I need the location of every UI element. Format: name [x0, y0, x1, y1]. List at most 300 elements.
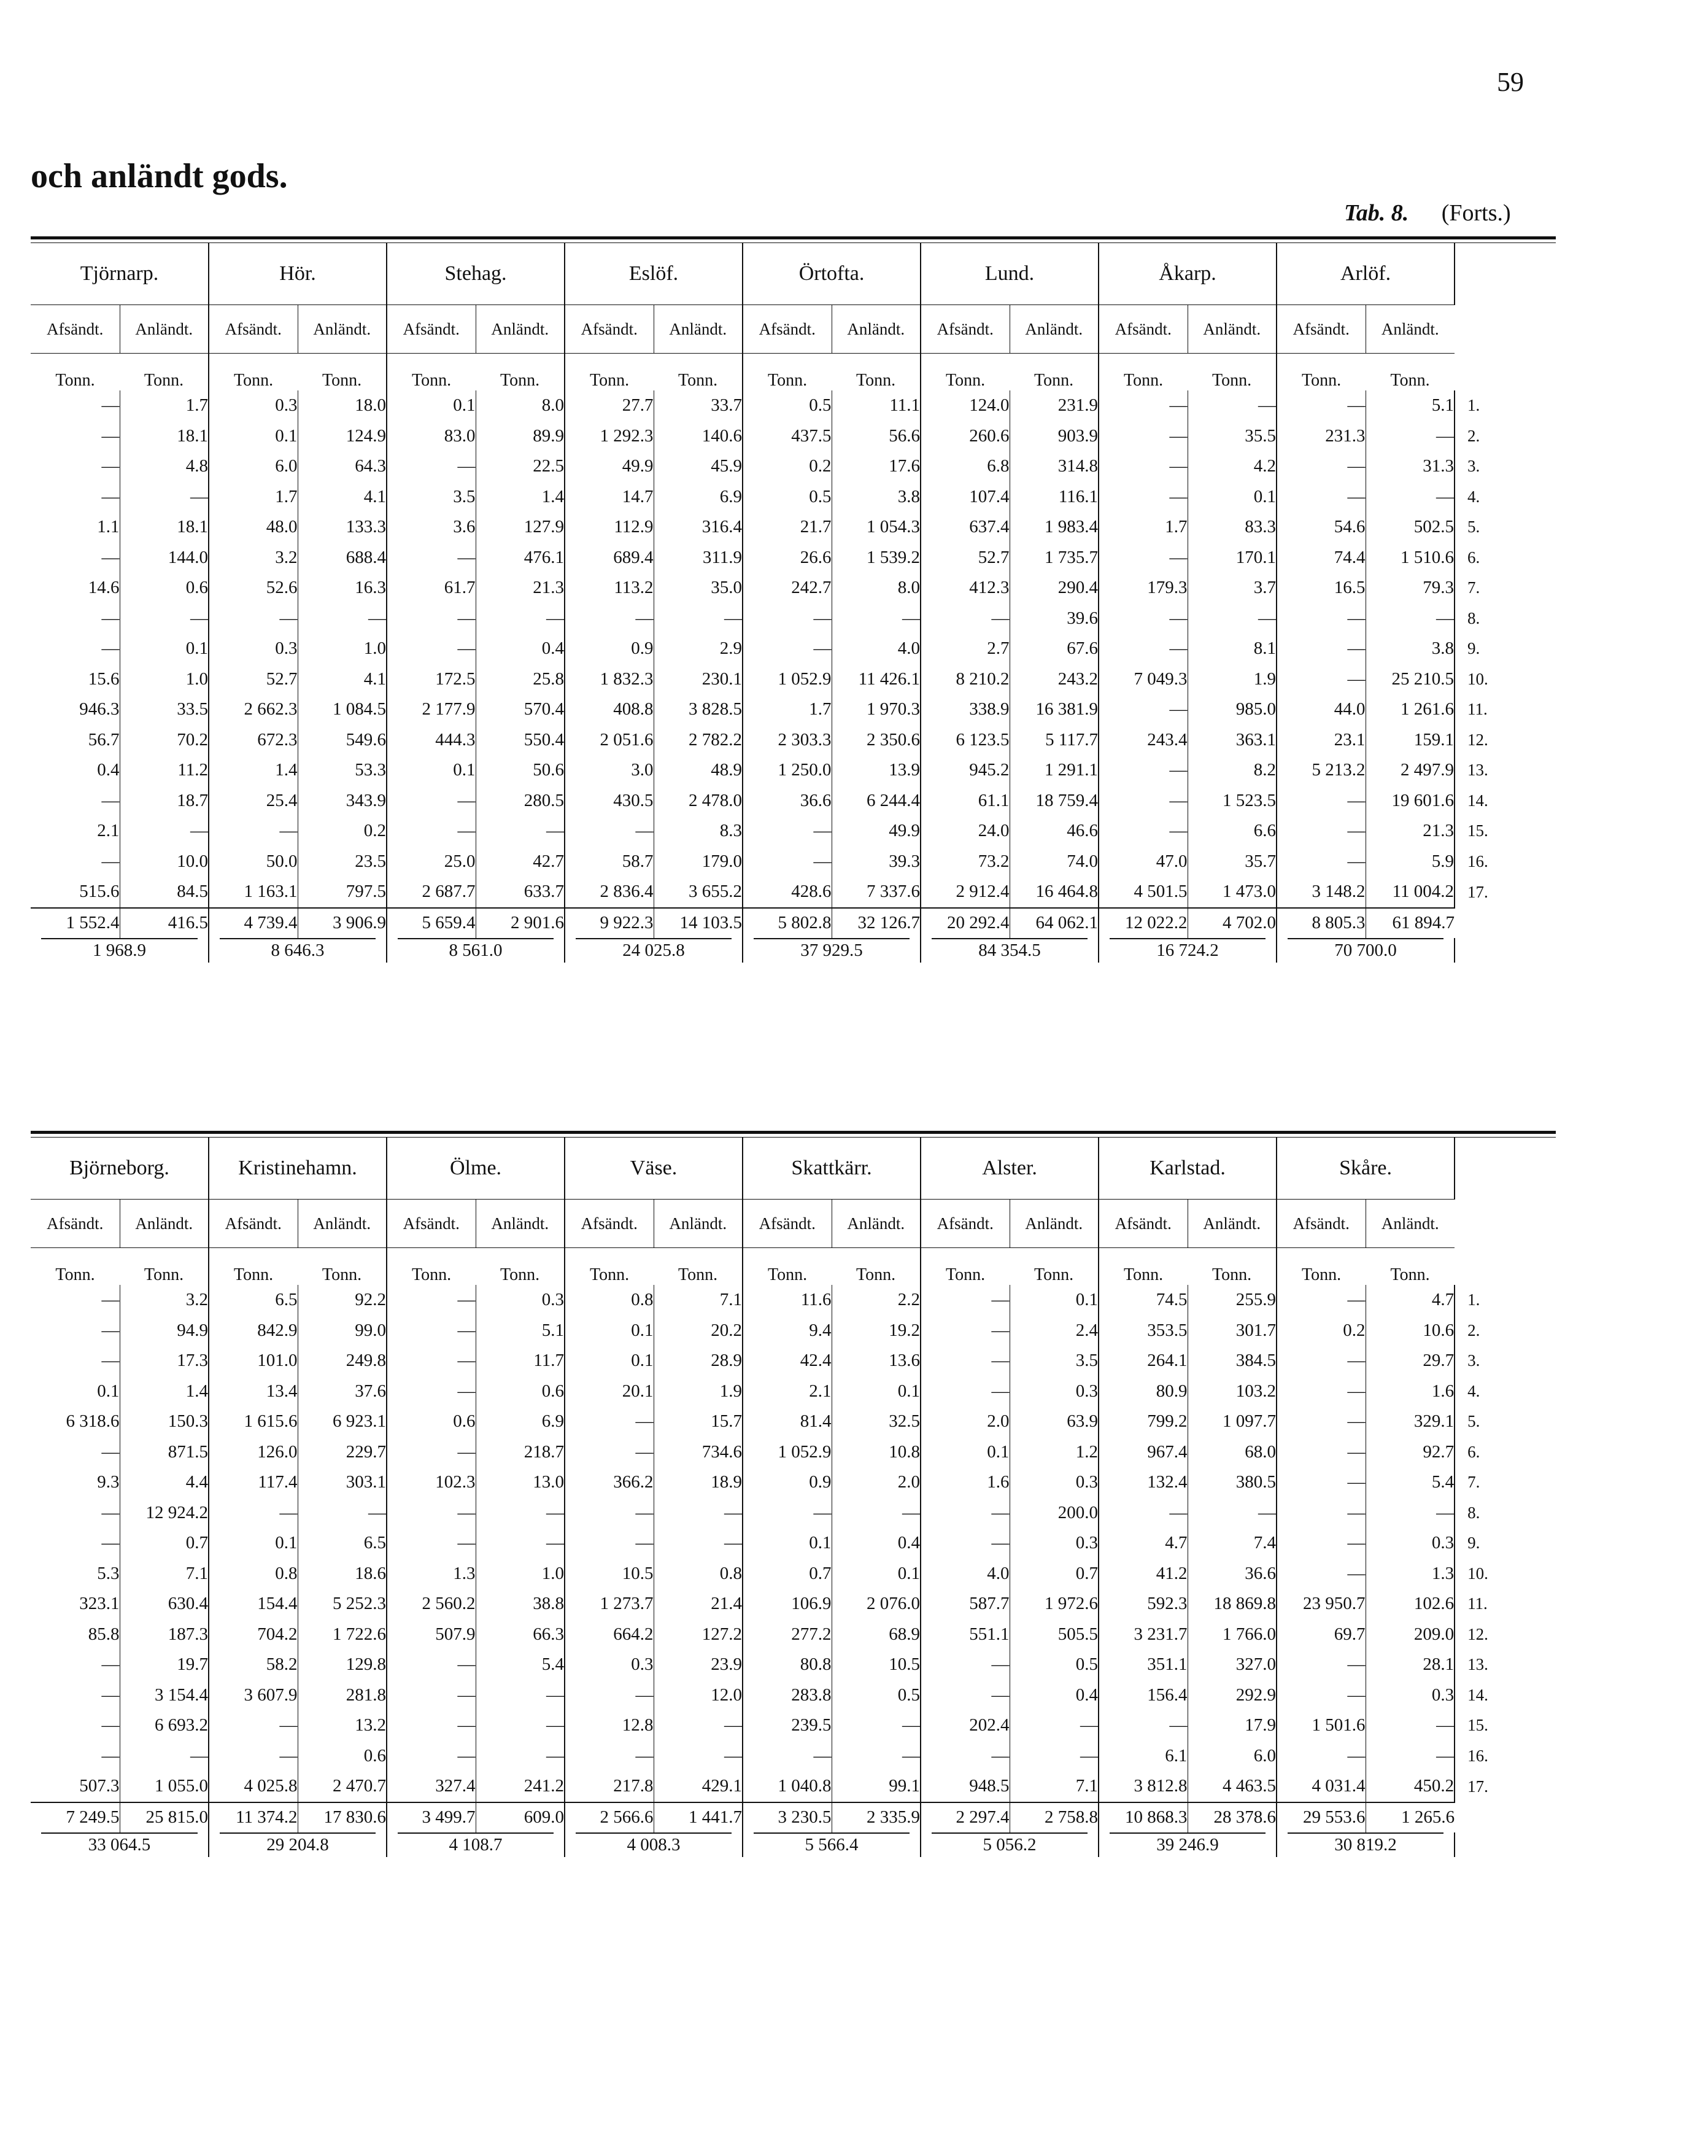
sent-value: 117.4 [209, 1467, 298, 1498]
arrived-value: 48.9 [654, 755, 743, 786]
unit-label: Tonn. [387, 354, 476, 391]
station-name: Alster. [921, 1138, 1099, 1200]
table-row [31, 421, 1556, 452]
sent-value: 25.0 [387, 847, 476, 877]
col-sent-label: Afsändt. [31, 305, 120, 354]
total-sent: 5 659.4 [387, 908, 476, 938]
row-number: 3. [1455, 1346, 1556, 1376]
arrived-value: — [476, 816, 565, 847]
arrived-value: 5 117.7 [1010, 725, 1099, 756]
sent-value: — [1099, 816, 1188, 847]
grand-total-cell [743, 1832, 921, 1857]
sent-value: 3.5 [387, 482, 476, 513]
arrived-value: 329.1 [1366, 1406, 1455, 1437]
col-sent-label: Afsändt. [209, 305, 298, 354]
arrived-value: 19.7 [120, 1650, 209, 1680]
sent-value: — [921, 1741, 1010, 1772]
sent-value: — [1277, 1437, 1366, 1468]
sent-value: 50.0 [209, 847, 298, 877]
total-sent: 5 802.8 [743, 908, 832, 938]
arrived-value: 49.9 [832, 816, 921, 847]
table-row [31, 1710, 1556, 1741]
row-number: 1. [1455, 390, 1556, 421]
sent-value: 0.3 [209, 390, 298, 421]
arrived-value: — [1188, 1498, 1277, 1529]
unit-label: Tonn. [1099, 1248, 1188, 1285]
arrived-value: 4.1 [298, 664, 387, 695]
arrived-value: 6.5 [298, 1528, 387, 1559]
sent-value: 260.6 [921, 421, 1010, 452]
sent-value: 113.2 [565, 573, 654, 603]
table-row [31, 1467, 1556, 1498]
arrived-value: 0.6 [298, 1741, 387, 1772]
unit-label: Tonn. [120, 354, 209, 391]
sent-value: 0.5 [743, 390, 832, 421]
total-arrived: 32 126.7 [832, 908, 921, 938]
arrived-value: 23.9 [654, 1650, 743, 1680]
sent-value: 1.3 [387, 1559, 476, 1589]
sent-value: 672.3 [209, 725, 298, 756]
arrived-value: 16 464.8 [1010, 877, 1099, 908]
grand-total-cell [743, 938, 921, 963]
row-number: 15. [1455, 816, 1556, 847]
sent-value: — [101, 1654, 120, 1675]
arrived-value: 2.4 [1010, 1316, 1099, 1346]
sent-value: — [921, 1650, 1010, 1680]
sent-value: 2 560.2 [387, 1589, 476, 1619]
arrived-value: 1.0 [298, 634, 387, 664]
table-row [31, 482, 1556, 513]
sent-value: — [1277, 1285, 1366, 1316]
total-arrived: 14 103.5 [654, 908, 743, 938]
sent-value: 13.4 [209, 1376, 298, 1407]
sent-value: 0.5 [743, 482, 832, 513]
arrived-value: 0.1 [832, 1376, 921, 1407]
arrived-value: — [298, 1498, 387, 1529]
arrived-value: 18 869.8 [1188, 1589, 1277, 1619]
arrived-value: 35.7 [1188, 847, 1277, 877]
sent-value: 23 950.7 [1277, 1589, 1366, 1619]
arrived-value: 68.9 [832, 1619, 921, 1650]
arrived-value: 314.8 [1010, 451, 1099, 482]
sent-value: 515.6 [79, 882, 120, 902]
sent-value: 179.3 [1099, 573, 1188, 603]
sent-value: 0.6 [387, 1406, 476, 1437]
col-sent-label: Afsändt. [209, 1200, 298, 1248]
unit-label: Tonn. [1010, 1248, 1099, 1285]
sent-value: 0.8 [209, 1559, 298, 1589]
sent-value: 323.1 [79, 1594, 120, 1614]
arrived-value: — [120, 482, 209, 513]
arrived-value: 209.0 [1366, 1619, 1455, 1650]
arrived-value: 0.3 [476, 1285, 565, 1316]
arrived-value: 1 972.6 [1010, 1589, 1099, 1619]
table-row [31, 1559, 1556, 1589]
arrived-value: — [654, 1498, 743, 1529]
sent-value: — [565, 816, 654, 847]
sent-value: 74.4 [1277, 543, 1366, 573]
row-number: 9. [1455, 1528, 1556, 1559]
table-row [31, 664, 1556, 695]
col-arrived-label: Anländt. [120, 305, 209, 354]
arrived-value: — [832, 1710, 921, 1741]
arrived-value: 29.7 [1366, 1346, 1455, 1376]
unit-label: Tonn. [654, 354, 743, 391]
sent-value: 156.4 [1099, 1680, 1188, 1711]
arrived-value: 18.1 [120, 421, 209, 452]
arrived-value: 70.2 [120, 725, 209, 756]
unit-label: Tonn. [921, 354, 1010, 391]
arrived-value: 327.0 [1188, 1650, 1277, 1680]
sent-value: — [387, 1376, 476, 1407]
sent-value: 264.1 [1099, 1346, 1188, 1376]
sent-value: 3 607.9 [209, 1680, 298, 1711]
arrived-value: 17.6 [832, 451, 921, 482]
unit-label: Tonn. [654, 1248, 743, 1285]
unit-label: Tonn. [1366, 354, 1455, 391]
arrived-value: 19.2 [832, 1316, 921, 1346]
arrived-value: 39.3 [832, 847, 921, 877]
sent-value: — [101, 1290, 120, 1310]
row-number: 3. [1455, 451, 1556, 482]
arrived-value: 32.5 [832, 1406, 921, 1437]
arrived-value: 53.3 [298, 755, 387, 786]
unit-label: Tonn. [476, 354, 565, 391]
arrived-value: 11.2 [120, 755, 209, 786]
sent-value: 85.8 [88, 1624, 120, 1644]
col-arrived-label: Anländt. [298, 1200, 387, 1248]
arrived-value: — [1366, 1710, 1455, 1741]
col-arrived-label: Anländt. [476, 305, 565, 354]
sent-value: 1.4 [209, 755, 298, 786]
sent-value: — [1099, 543, 1188, 573]
arrived-value: — [476, 1528, 565, 1559]
table-row [31, 1589, 1556, 1619]
arrived-value: 45.9 [654, 451, 743, 482]
unit-label: Tonn. [1366, 1248, 1455, 1285]
sent-value: 239.5 [743, 1710, 832, 1741]
arrived-value: 230.1 [654, 664, 743, 695]
arrived-value: — [476, 1680, 565, 1711]
row-number: 15. [1455, 1710, 1556, 1741]
sent-value: 0.9 [565, 634, 654, 664]
row-number: 7. [1455, 1467, 1556, 1498]
sent-value: 6.0 [209, 451, 298, 482]
arrived-value: 16 381.9 [1010, 694, 1099, 725]
sent-value: 101.0 [209, 1346, 298, 1376]
col-sent-label: Afsändt. [921, 305, 1010, 354]
station-name: Arlöf. [1277, 243, 1455, 305]
arrived-value: 67.6 [1010, 634, 1099, 664]
spacer-cell [1455, 1138, 1556, 1200]
arrived-value: 12 924.2 [120, 1498, 209, 1529]
arrived-value: 2 470.7 [298, 1771, 387, 1802]
sent-value: — [565, 1498, 654, 1529]
grand-total-cell [921, 1832, 1099, 1857]
arrived-value: — [120, 816, 209, 847]
sent-value: 20.1 [565, 1376, 654, 1407]
sent-value: 2 051.6 [565, 725, 654, 756]
arrived-value: 549.6 [298, 725, 387, 756]
arrived-value: 17.9 [1188, 1710, 1277, 1741]
arrived-value: 1 055.0 [120, 1771, 209, 1802]
sent-value: 23.1 [1277, 725, 1366, 756]
arrived-value: 734.6 [654, 1437, 743, 1468]
arrived-value: 17.3 [120, 1346, 209, 1376]
arrived-value: 5.4 [476, 1650, 565, 1680]
sent-value: 0.1 [387, 390, 476, 421]
sent-value: 283.8 [743, 1680, 832, 1711]
arrived-value: 2 497.9 [1366, 755, 1455, 786]
table-row [31, 1406, 1556, 1437]
sent-value: 412.3 [921, 573, 1010, 603]
sent-value: — [1277, 1680, 1366, 1711]
sent-value: 52.6 [209, 573, 298, 603]
table-top-section [31, 236, 1556, 963]
unit-label: Tonn. [298, 1248, 387, 1285]
sent-value: — [1099, 421, 1188, 452]
arrived-value: 21.4 [654, 1589, 743, 1619]
sent-value: 0.8 [565, 1285, 654, 1316]
col-sent-label: Afsändt. [565, 305, 654, 354]
arrived-value: — [832, 1741, 921, 1772]
col-sent-label: Afsändt. [1277, 305, 1366, 354]
sent-value: — [1277, 1406, 1366, 1437]
arrived-value: 35.5 [1188, 421, 1277, 452]
arrived-value: 102.6 [1366, 1589, 1455, 1619]
sent-value: 408.8 [565, 694, 654, 725]
sent-value: — [921, 1316, 1010, 1346]
unit-label: Tonn. [1010, 354, 1099, 391]
grand-total: 5 566.4 [754, 1832, 909, 1855]
arrived-value: — [298, 603, 387, 634]
sent-value: 6 318.6 [66, 1411, 120, 1432]
col-sent-label: Afsändt. [565, 1200, 654, 1248]
arrived-value: 550.4 [476, 725, 565, 756]
total-arrived: 1 265.6 [1366, 1802, 1455, 1832]
row-number: 13. [1455, 1650, 1556, 1680]
arrived-value: 36.6 [1188, 1559, 1277, 1589]
sent-value: — [101, 851, 120, 871]
sent-value: — [387, 1498, 476, 1529]
sent-value: 83.0 [387, 421, 476, 452]
table-row [31, 451, 1556, 482]
arrived-value: 7.4 [1188, 1528, 1277, 1559]
col-sent-label: Afsändt. [1099, 305, 1188, 354]
arrived-value: 316.4 [654, 512, 743, 543]
sent-value: — [209, 1741, 298, 1772]
arrived-value: 99.0 [298, 1316, 387, 1346]
arrived-value: 0.7 [120, 1528, 209, 1559]
grand-total-cell [387, 938, 565, 963]
row-number: 4. [1455, 1376, 1556, 1407]
row-number: 10. [1455, 1559, 1556, 1589]
row-number: 12. [1455, 1619, 1556, 1650]
row-number: 11. [1455, 694, 1556, 725]
arrived-value: 103.2 [1188, 1376, 1277, 1407]
sent-value: — [101, 456, 120, 476]
sent-value: — [101, 1715, 120, 1735]
sent-value: 1.6 [921, 1467, 1010, 1498]
grand-total: 30 819.2 [1288, 1832, 1443, 1855]
row-number: 1. [1455, 1285, 1556, 1316]
arrived-value: 4 463.5 [1188, 1771, 1277, 1802]
sent-value: — [387, 1437, 476, 1468]
arrived-value: 1.7 [120, 390, 209, 421]
sent-value: — [101, 1502, 120, 1522]
sent-value: — [1099, 482, 1188, 513]
sent-value: 507.3 [79, 1776, 120, 1796]
sent-value: 2 836.4 [565, 877, 654, 908]
arrived-value: 5 252.3 [298, 1589, 387, 1619]
arrived-value: 241.2 [476, 1771, 565, 1802]
arrived-value: 38.8 [476, 1589, 565, 1619]
station-name: Åkarp. [1099, 243, 1277, 305]
arrived-value: 133.3 [298, 512, 387, 543]
sent-value: — [1099, 390, 1188, 421]
sent-value: — [743, 603, 832, 634]
arrived-value: 630.4 [120, 1589, 209, 1619]
col-sent-label: Afsändt. [387, 1200, 476, 1248]
sent-value: — [387, 1528, 476, 1559]
arrived-value: 7.1 [1010, 1771, 1099, 1802]
sent-value: — [565, 1437, 654, 1468]
col-arrived-label: Anländt. [1366, 305, 1455, 354]
total-sent: 12 022.2 [1099, 908, 1188, 938]
arrived-value: — [1366, 1498, 1455, 1529]
grand-total-cell [387, 1832, 565, 1857]
sent-value: 6.1 [1099, 1741, 1188, 1772]
total-arrived: 28 378.6 [1188, 1802, 1277, 1832]
arrived-value: 68.0 [1188, 1437, 1277, 1468]
sent-value: 9.3 [97, 1472, 120, 1492]
arrived-value: 187.3 [120, 1619, 209, 1650]
sent-value: — [209, 816, 298, 847]
sent-value: 430.5 [565, 786, 654, 816]
arrived-value: 243.2 [1010, 664, 1099, 695]
arrived-value: 290.4 [1010, 573, 1099, 603]
table-row [31, 1650, 1556, 1680]
arrived-value: 25.8 [476, 664, 565, 695]
row-number: 10. [1455, 664, 1556, 695]
row-number: 8. [1455, 1498, 1556, 1529]
grand-total-cell [209, 1832, 387, 1857]
arrived-value: 10.0 [120, 847, 209, 877]
sent-value: 1.7 [209, 482, 298, 513]
table-row [31, 877, 1556, 908]
table-row [31, 573, 1556, 603]
grand-total: 39 246.9 [1110, 1832, 1265, 1855]
sent-value: 16.5 [1277, 573, 1366, 603]
sent-value: — [1277, 1498, 1366, 1529]
sent-value: 6.8 [921, 451, 1010, 482]
sent-value: 8 210.2 [921, 664, 1010, 695]
arrived-value: — [832, 603, 921, 634]
sent-value: 3 148.2 [1277, 877, 1366, 908]
col-sent-label: Afsändt. [743, 305, 832, 354]
arrived-value: 1.9 [654, 1376, 743, 1407]
sent-value: — [209, 603, 298, 634]
sent-value: — [387, 1285, 476, 1316]
sent-value: 327.4 [387, 1771, 476, 1802]
sent-value: 1.7 [1099, 512, 1188, 543]
arrived-value: 1.2 [1010, 1437, 1099, 1468]
arrived-value: 46.6 [1010, 816, 1099, 847]
unit-label: Tonn. [387, 1248, 476, 1285]
sent-value: 7 049.3 [1099, 664, 1188, 695]
arrived-value: 5.4 [1366, 1467, 1455, 1498]
arrived-value: 6 244.4 [832, 786, 921, 816]
sent-value: 73.2 [921, 847, 1010, 877]
arrived-value: — [476, 1710, 565, 1741]
col-sent-label: Afsändt. [743, 1200, 832, 1248]
col-arrived-label: Anländt. [832, 305, 921, 354]
sent-value: 0.1 [565, 1316, 654, 1346]
sent-value: 6.5 [209, 1285, 298, 1316]
sent-value: — [1099, 694, 1188, 725]
arrived-value: 127.9 [476, 512, 565, 543]
arrived-value: — [654, 603, 743, 634]
grand-total-cell [1277, 938, 1455, 963]
sent-value: — [387, 1316, 476, 1346]
arrived-value: 170.1 [1188, 543, 1277, 573]
arrived-value: 0.1 [832, 1559, 921, 1589]
grand-total-cell [1099, 1832, 1277, 1857]
sent-value: 507.9 [387, 1619, 476, 1650]
arrived-value: 8.0 [832, 573, 921, 603]
sent-value: — [209, 1710, 298, 1741]
arrived-value: 502.5 [1366, 512, 1455, 543]
arrived-value: 281.8 [298, 1680, 387, 1711]
sent-value: 551.1 [921, 1619, 1010, 1650]
arrived-value: 0.1 [1188, 482, 1277, 513]
arrived-value: 1 766.0 [1188, 1619, 1277, 1650]
sent-value: 0.7 [743, 1559, 832, 1589]
sent-value: 1 163.1 [209, 877, 298, 908]
row-number: 4. [1455, 482, 1556, 513]
total-sent: 2 566.6 [565, 1802, 654, 1832]
sent-value: — [921, 1376, 1010, 1407]
unit-label: Tonn. [1277, 1248, 1366, 1285]
arrived-value: 150.3 [120, 1406, 209, 1437]
table-row [31, 603, 1556, 634]
sent-value: 0.2 [743, 451, 832, 482]
sent-value: 842.9 [209, 1316, 298, 1346]
sent-value: 587.7 [921, 1589, 1010, 1619]
table-row [31, 1741, 1556, 1772]
sent-value: — [1277, 1346, 1366, 1376]
sent-value: 25.4 [209, 786, 298, 816]
arrived-value: 56.6 [832, 421, 921, 452]
arrived-value: 35.0 [654, 573, 743, 603]
table-row [31, 786, 1556, 816]
sent-value: 428.6 [743, 877, 832, 908]
station-name: Karlstad. [1099, 1138, 1277, 1200]
grand-total-cell [921, 938, 1099, 963]
sent-value: — [1099, 755, 1188, 786]
sent-value: 0.4 [97, 760, 120, 780]
arrived-value: 66.3 [476, 1619, 565, 1650]
col-arrived-label: Anländt. [1010, 305, 1099, 354]
arrived-value: 6 923.1 [298, 1406, 387, 1437]
sent-value: — [1277, 603, 1366, 634]
sent-value: 243.4 [1099, 725, 1188, 756]
sent-value: 689.4 [565, 543, 654, 573]
grand-total-cell [1099, 938, 1277, 963]
sent-value: 3 231.7 [1099, 1619, 1188, 1650]
grand-total: 5 056.2 [932, 1832, 1087, 1855]
sent-value: 1 615.6 [209, 1406, 298, 1437]
